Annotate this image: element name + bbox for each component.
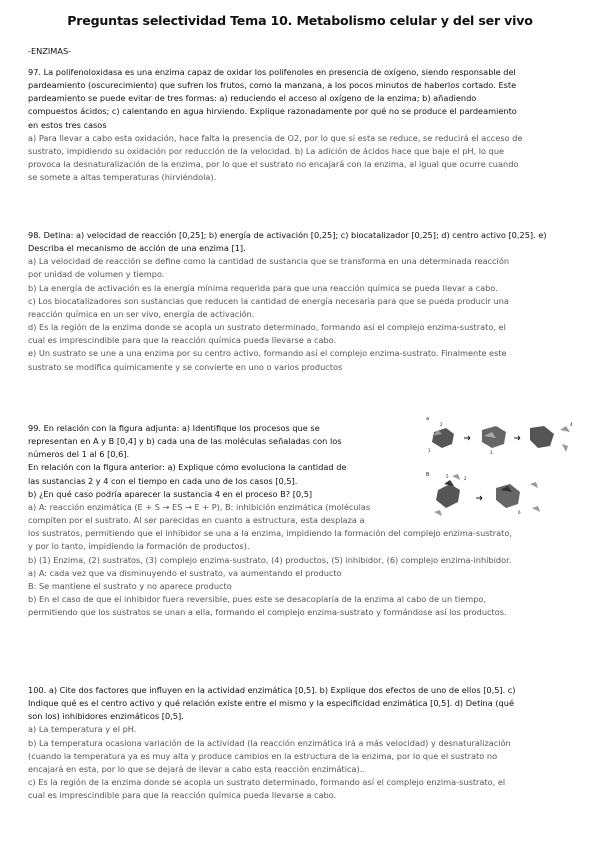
text-line: 98. Detina: a) velocidad de reacción [0,25]; b) energía de activación [0,25]; c) biocatalizador [0,25]; d) centro activo [0,25]. e)	[28, 230, 547, 240]
enzyme-figure	[420, 414, 580, 522]
answer-97-text	[28, 132, 574, 185]
question-98-text	[28, 229, 574, 255]
text-line: los sustratos, permitiendo que el inhibidor se una a la enzima, impidiendo la formación del complejo enzima-sustrato,	[28, 528, 512, 539]
text-line: c) Es la región de la enzima donde se acopla un sustrato determinado, formando así el complejo enzima-sustrato, el	[28, 777, 506, 788]
text-line: cual es imprescindible para que la reacción química pueda llevarse a cabo.	[28, 790, 337, 801]
answer-98-text	[28, 255, 574, 373]
text-line: 97. La polifenoloxidasa es una enzima capaz de oxidar los polifenoles en presencia de oxígeno, siendo responsable del	[28, 67, 516, 77]
question-100	[28, 684, 574, 802]
figure-panel-b	[434, 474, 540, 516]
figure-panel-a	[428, 422, 573, 455]
question-100-text	[28, 684, 574, 723]
substrate-shape	[452, 474, 460, 480]
text-line: compuestos ácidos; c) calentando en agua hirviendo. Explique razonadamente por qué no se produce el pardeamiento	[28, 106, 517, 117]
figure-label-b: B	[426, 472, 430, 478]
text-line: son los) inhibidores enzimáticos [0,5].	[28, 711, 184, 722]
text-line: cual es imprescindible para que la reacción química pueda llevarse a cabo.	[28, 335, 337, 346]
substrate-shape	[532, 506, 540, 512]
figure-number: 6	[518, 510, 521, 515]
text-line: b) (1) Enzima, (2) sustratos, (3) complejo enzima-sustrato, (4) productos, (5) inhibidor, (6) complejo enzima-inhibidor.	[28, 554, 512, 565]
product-shape	[560, 426, 570, 432]
text-line: reacción química en un ser vivo, energía de activación.	[28, 308, 255, 319]
text-line: pardeamiento (oscurecimiento) que sufren los frutos, como la manzana, a los pocos minutos de haberlos cortado. Este	[28, 80, 517, 91]
text-line: Describa el mecanismo de acción de una enzima [1].	[28, 243, 246, 254]
enzyme-shape	[432, 428, 454, 448]
question-97	[28, 66, 574, 184]
product-shape	[562, 444, 568, 452]
text-line: y por lo tanto, impidiendo la formación de productos).	[28, 541, 250, 552]
text-line: encajará en esta, por lo que se dejará de llevar a cabo esta reacción enzimática)..	[28, 763, 365, 774]
figure-label-a: a	[426, 416, 430, 422]
substrate-shape	[530, 482, 538, 488]
page-title: Preguntas selectividad Tema 10. Metabolismo celular y del ser vivo	[67, 13, 533, 28]
text-line: permitiendo que los sustratos se unan a ella, formando el complejo enzima-sustrato y formándose así los productos.	[28, 607, 507, 618]
text-line: representan en A y B [0,4] y b) cada una de las moléculas señaladas con los	[28, 436, 342, 447]
text-line: 99. En relación con la figura adjunta: a) Identifique los procesos que se	[28, 423, 320, 433]
question-97-text	[28, 66, 574, 132]
figure-number: 2	[440, 422, 443, 427]
figure-number: 4	[570, 422, 573, 427]
text-line: (cuando la temperatura ya es muy alta y produce cambios en la estructura de la enzima, por lo que el sustrato no	[28, 750, 498, 761]
figure-number: 2	[464, 476, 467, 481]
text-line: a) A: cada vez que va disminuyendo el sustrato, va aumentando el producto	[28, 567, 342, 578]
text-line: b) ¿En qué caso podría aparecer la sustancia 4 en el proceso B? [0,5]	[28, 488, 313, 499]
text-line: d) Es la región de la enzima donde se acopla un sustrato determinado, formando así el complejo enzima-sustrato, el	[28, 322, 506, 333]
text-line: números del 1 al 6 [0,6].	[28, 449, 130, 460]
text-line: a) Para llevar a cabo esta oxidación, hace falta la presencia de O2, por lo que si esta se reduce, se reducirá el acceso de	[28, 132, 523, 143]
text-line: e) Un sustrato se une a una enzima por su centro activo, formando así el complejo enzima-sustrato. Finalmente este	[28, 348, 507, 359]
text-line: b) En el caso de que el inhibidor fuera reversible, pues este se desacoplaría de la enzima al cabo de un tiempo,	[28, 594, 487, 605]
text-line: sustrato se modifica químicamente y se convierte en uno o varios productos	[28, 361, 343, 372]
figure-number: 5	[446, 474, 449, 479]
enzyme-shape	[436, 484, 460, 508]
text-line: las sustancias 2 y 4 con el tiempo en cada uno de los casos [0,5].	[28, 475, 298, 486]
figure-number: 3	[490, 450, 493, 455]
text-line: a) La temperatura y el pH.	[28, 724, 137, 735]
text-line: 100. a) Cite dos factores que influyen en la actividad enzimática [0,5]. b) Explique dos efectos de uno de ellos [0,5]. c)	[28, 685, 516, 695]
text-line: en estos tres casos	[28, 119, 107, 130]
text-line: b) La energía de activación es la energía mínima requerida para que una reacción química se pueda llevar a cabo.	[28, 282, 498, 293]
figure-number: 1	[428, 448, 431, 453]
text-line: b) La temperatura ocasiona variación de la actividad (la reacción enzimática irá a más velocidad) y desnaturalización	[28, 737, 511, 748]
text-line: En relación con la figura anterior: a) Explique cómo evoluciona la cantidad de	[28, 462, 347, 473]
text-line: pardeamiento se puede evitar de tres formas: a) reduciendo el acceso al oxígeno de la enzima; b) añadiendo	[28, 93, 477, 104]
text-line: se somete a altas temperaturas (hirviéndola).	[28, 172, 217, 183]
text-line: c) Los biocatalizadores son sustancias que reducen la cantidad de energía necesaria para que se pueda producir una	[28, 295, 509, 306]
text-line: a) A: reacción enzimática (E + S → ES → E + P), B: inhibición enzimática (moléculas	[28, 501, 371, 512]
text-line: a) La velocidad de reacción se define como la cantidad de sustancia que se transforma en una determinada reacción	[28, 256, 510, 267]
section-heading: -ENZIMAS-	[28, 46, 72, 56]
text-line: B: Se mantiene el sustrato y no aparece producto	[28, 580, 232, 591]
text-line: sustrato, impidiendo su oxidación por reducción de la velocidad. b) La adición de ácidos hace que baje el pH, lo que	[28, 145, 505, 156]
enzyme-free-shape	[530, 426, 554, 448]
question-98	[28, 229, 574, 374]
substrate-shape	[434, 510, 442, 516]
text-line: compiten por el sustrato. Al ser parecidas en cuanto a estructura, esta desplaza a	[28, 515, 365, 526]
text-line: Indique qué es el centro activo y qué relación existe entre el mismo y la especificidad enzimática [0,5]. d) Detina (qué	[28, 698, 514, 709]
text-line: por unidad de volumen y tiempo.	[28, 269, 165, 280]
answer-100-text	[28, 723, 574, 802]
text-line: provoca la desnaturalización de la enzima, por lo que el sustrato no encajará con la enzima, al igual que ocurre cuando	[28, 159, 519, 170]
